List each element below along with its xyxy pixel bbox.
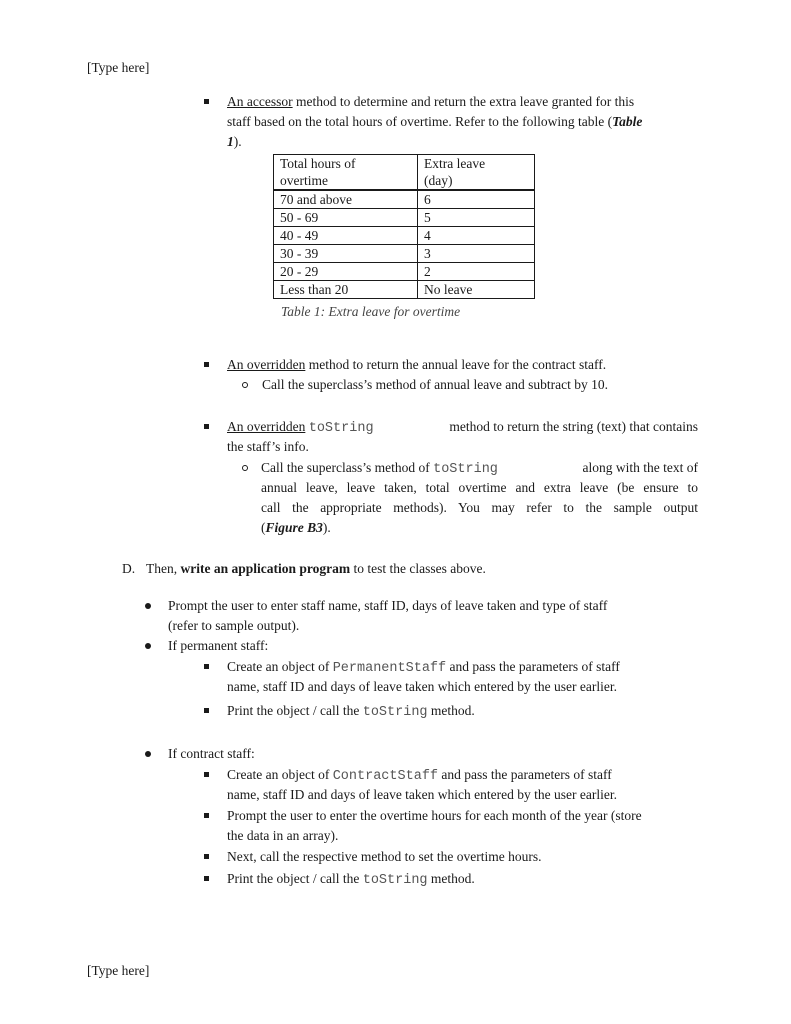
con-print-text: Print the object / call the — [227, 871, 360, 886]
con-create-text-b: and pass the parameters of staff — [441, 767, 612, 782]
bullet-square — [204, 99, 209, 104]
override-lead: An overridden — [227, 357, 306, 372]
header-text: Total hours of — [280, 156, 356, 171]
tostring-sub-text: Call the superclass’s method of — [261, 460, 430, 475]
tostring-sub-line-1 — [261, 458, 698, 480]
code-tostring: toString — [433, 462, 498, 477]
table-row — [274, 281, 535, 299]
page-footer: [Type here] — [87, 963, 150, 978]
table-cell: 50 - 69 — [274, 209, 418, 227]
con-print-text-b: method. — [430, 871, 475, 886]
table-cell: 40 - 49 — [274, 227, 418, 245]
section-d-label: D. — [122, 561, 136, 576]
code-tostring: toString — [308, 421, 374, 436]
header-text: Extra leave — [424, 156, 486, 171]
accessor-tail: ). — [233, 134, 242, 149]
section-d-pre: Then, — [146, 561, 181, 576]
con-create-text: Create an object of — [227, 767, 330, 782]
con-prompt-line-2: the data in an array). — [227, 828, 339, 843]
bullet-square — [204, 813, 209, 818]
section-d-post: to test the classes above. — [350, 561, 486, 576]
bullet-square — [204, 772, 209, 777]
bullet-square — [204, 876, 209, 881]
con-prompt-line-1: Prompt the user to enter the overtime hours for each month of the year (store — [227, 808, 642, 823]
accessor-line-2 — [227, 112, 642, 132]
override-lead: An overridden — [227, 419, 306, 434]
table-cell: 70 and above — [274, 190, 418, 209]
tostring-sub-text-b: along with the text of — [582, 460, 698, 475]
page-header: [Type here] — [87, 60, 150, 75]
table-row — [274, 245, 535, 263]
bullet-dot — [145, 603, 151, 609]
override-tostring-text: method to return the string (text) that contains — [449, 419, 698, 434]
override-tostring-line-2: the staff’s info. — [227, 439, 309, 454]
prompt-line-1: Prompt the user to enter staff name, staff ID, days of leave taken and type of staff — [168, 598, 608, 613]
bullet-square — [204, 362, 209, 367]
bullet-dot — [145, 751, 151, 757]
perm-create-line-2: name, staff ID and days of leave taken which entered by the user earlier. — [227, 679, 617, 694]
table-ref: Table — [612, 114, 643, 129]
table-ref-num: 1 — [227, 134, 234, 149]
tostring-sub-line-4 — [261, 518, 331, 538]
header-text: (day) — [424, 173, 453, 188]
table-cell: No leave — [418, 281, 535, 299]
override-annual-sub: Call the superclass’s method of annual leave and subtract by 10. — [262, 377, 609, 392]
bullet-square — [204, 664, 209, 669]
table-cell: 3 — [418, 245, 535, 263]
prompt-line-2: (refer to sample output). — [168, 618, 300, 633]
perm-create-text-b: and pass the parameters of staff — [449, 659, 620, 674]
con-create-line-2: name, staff ID and days of leave taken which entered by the user earlier. — [227, 787, 617, 802]
table-row — [274, 263, 535, 281]
table-cell: 2 — [418, 263, 535, 281]
bullet-square — [204, 424, 209, 429]
bullet-square — [204, 708, 209, 713]
section-d-heading — [146, 559, 486, 579]
con-next-line: Next, call the respective method to set the overtime hours. — [227, 849, 542, 864]
override-annual-line — [227, 355, 606, 375]
if-permanent: If permanent staff: — [168, 638, 269, 653]
paren: ( — [261, 520, 266, 535]
table-row — [274, 190, 535, 209]
extra-leave-table — [273, 154, 535, 299]
table-cell: Less than 20 — [274, 281, 418, 299]
section-d-bold: write an application program — [180, 561, 351, 576]
table-caption: Table 1: Extra leave for overtime — [281, 304, 461, 319]
accessor-line-1 — [227, 92, 634, 112]
if-contract: If contract staff: — [168, 746, 255, 761]
tostring-sub-line-2: annual leave, leave taken, total overtime and extra leave (be ensure to — [261, 480, 698, 495]
accessor-lead: An accessor — [227, 94, 293, 109]
table-cell: 20 - 29 — [274, 263, 418, 281]
perm-create-line-1 — [227, 657, 620, 679]
perm-create-text: Create an object of — [227, 659, 330, 674]
bullet-circle — [242, 382, 248, 388]
override-tostring-line-1 — [227, 417, 698, 439]
con-create-line-1 — [227, 765, 612, 787]
bullet-square — [204, 854, 209, 859]
header-text: overtime — [280, 173, 328, 188]
table-cell: 4 — [418, 227, 535, 245]
bullet-circle — [242, 465, 248, 471]
perm-print-text: Print the object / call the — [227, 703, 360, 718]
accessor-text: method to determine and return the extra leave granted for this — [292, 94, 635, 109]
perm-print-line — [227, 701, 475, 723]
con-print-line — [227, 869, 475, 891]
table-cell: 5 — [418, 209, 535, 227]
table-header-cell — [418, 155, 535, 191]
code-tostring: toString — [362, 873, 428, 888]
table-row — [274, 227, 535, 245]
accessor-line-3 — [227, 132, 242, 152]
accessor-text-2: staff based on the total hours of overtime. Refer to the following table ( — [227, 114, 613, 129]
code-contractstaff: ContractStaff — [332, 769, 439, 784]
table-cell: 30 - 39 — [274, 245, 418, 263]
paren: ). — [322, 520, 331, 535]
perm-print-text-b: method. — [430, 703, 475, 718]
table-row — [274, 209, 535, 227]
figure-ref: Figure B3 — [265, 520, 323, 535]
tostring-sub-line-3: call the appropriate methods). You may refer to the sample output — [261, 500, 698, 515]
table-header-cell — [274, 155, 418, 191]
table-cell: 6 — [418, 190, 535, 209]
code-permanentstaff: PermanentStaff — [332, 661, 447, 676]
bullet-dot — [145, 643, 151, 649]
table-header-row — [274, 155, 535, 191]
code-tostring: toString — [362, 705, 428, 720]
override-annual-text: method to return the annual leave for the contract staff. — [305, 357, 607, 372]
